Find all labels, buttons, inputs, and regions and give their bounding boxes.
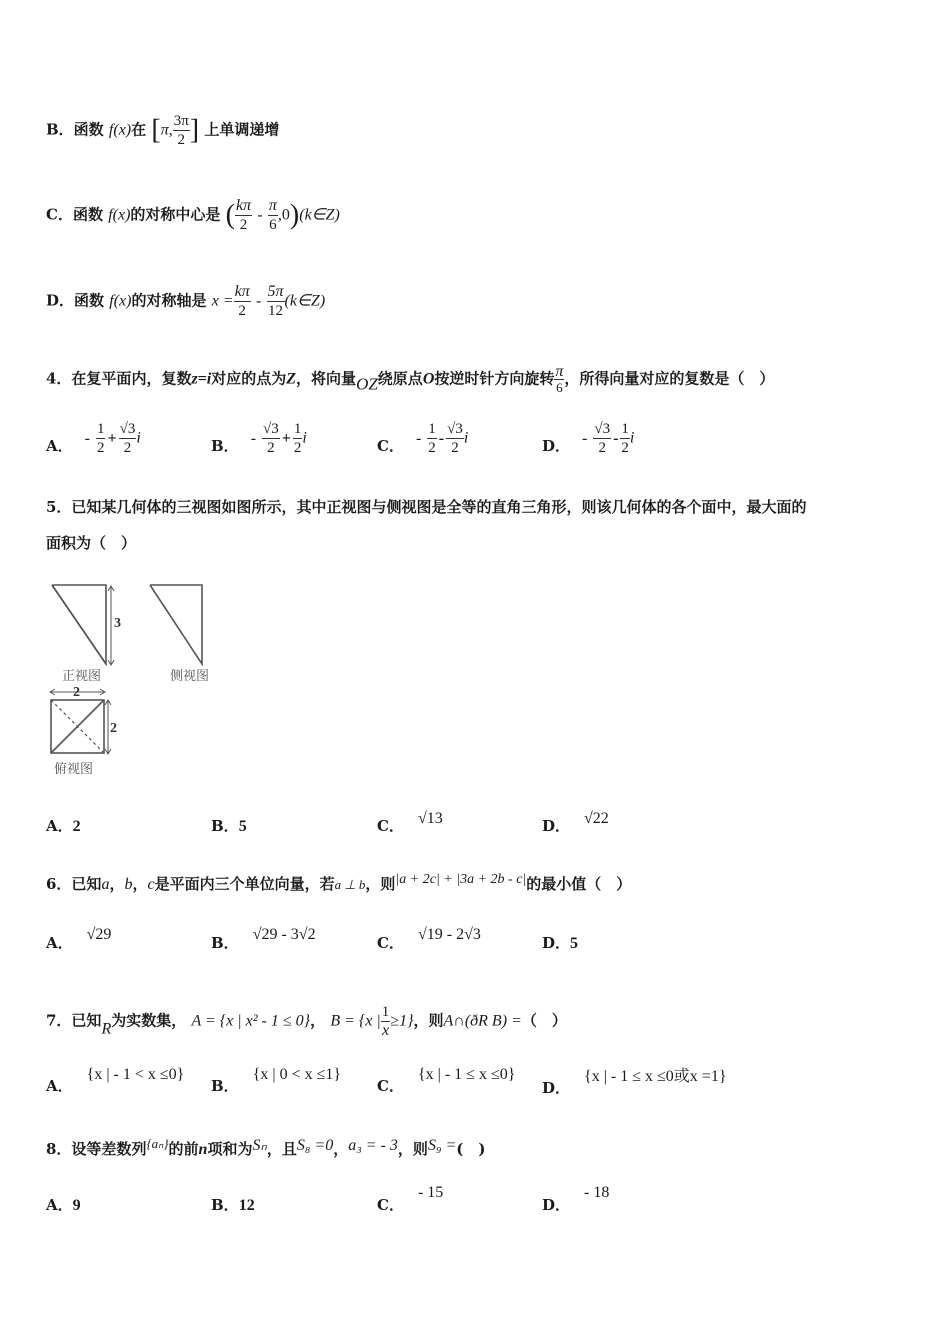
q3d-num1: kπ [234, 283, 250, 300]
q3b-interval-left: π, [160, 121, 173, 139]
q5-option-label: C． [377, 817, 404, 835]
q3d-fx: f(x) [109, 292, 132, 310]
q4-stem-c: ，将向量 [296, 369, 357, 388]
front-view [52, 585, 114, 665]
q4-zi: z=i [191, 370, 212, 388]
q4-sign: - [582, 429, 588, 447]
q7-option-label: B． [211, 1077, 239, 1095]
q6-a: a [101, 876, 110, 893]
q7-sep: ， [310, 1011, 326, 1030]
q6-b: b [124, 876, 133, 893]
q4-op: - [438, 429, 445, 447]
q4-frac2 [446, 420, 464, 457]
q4-option-label: D． [542, 436, 571, 455]
q4-num1: 1 [96, 421, 105, 437]
q8-option-c [377, 1184, 444, 1215]
q3b-mid: 在 [131, 120, 147, 139]
q6-expr: |a + 2c| + |3a + 2b - c| [395, 872, 527, 887]
q4-frac1 [427, 420, 437, 457]
q4-op: - [613, 429, 619, 447]
q6-stem-b: 是平面内三个单位向量，若 [154, 875, 335, 893]
q6-option-label: C． [377, 934, 404, 952]
q6-stem-d: 的最小值（ ） [526, 875, 632, 893]
side-triangle [150, 585, 202, 664]
q5-option-d [542, 810, 609, 836]
q3c-cond: (k∈Z) [299, 206, 340, 224]
q6-option-value: √29 - 3√2 [252, 926, 316, 943]
q4-Z: Z [286, 370, 297, 388]
q8-stem-b: 的前 [168, 1140, 199, 1158]
q3-option-d [46, 283, 325, 320]
q4-sign: - [84, 429, 90, 447]
q8-sep: ， [333, 1140, 349, 1158]
paren-left: ( [225, 199, 235, 231]
q3c-fx: f(x) [108, 206, 131, 224]
q4-num2: 1 [621, 421, 629, 437]
q7-stem-b: 为实数集， [111, 1011, 187, 1030]
q4-option-b [211, 420, 307, 457]
q5-option-label: B． [211, 817, 239, 835]
q7-option-d [542, 1068, 727, 1098]
q7-option-label: A． [46, 1077, 73, 1095]
q3c-prefix: C．函数 [46, 205, 103, 224]
q3b-num: 3π [173, 113, 189, 129]
q3d-mid: 的对称轴是 [131, 291, 207, 310]
q3b-suffix: 上单调递增 [204, 120, 280, 139]
q7-option-label: D． [542, 1079, 571, 1097]
q3c-frac1 [235, 197, 252, 234]
q4-i: i [136, 429, 141, 447]
q8-an: {aₙ} [146, 1136, 169, 1151]
q7-stem-d: （ ） [521, 1011, 567, 1030]
q4-stem-b: 对应的点为 [211, 369, 287, 388]
q4-option-label: A． [46, 436, 73, 455]
q6-option-c [377, 926, 481, 953]
q4-frac2 [293, 420, 303, 457]
q3d-den1: 2 [238, 303, 246, 319]
q4-angle-den: 6 [556, 380, 563, 395]
q6-option-d [542, 932, 578, 953]
q3-option-b [46, 112, 279, 149]
q4-option-label: B． [211, 436, 239, 455]
front-view-label: 正视图 [62, 669, 102, 684]
q6-option-a [46, 926, 112, 953]
q8-option-label: C． [377, 1196, 404, 1214]
q8-a3: a₃ = - 3 [348, 1137, 398, 1154]
q6-option-value: √29 [86, 926, 112, 943]
q8-option-d [542, 1184, 610, 1215]
q7-setB-pre: B = {x | [330, 1012, 381, 1030]
q8-stem-d: ，且 [266, 1140, 297, 1158]
q3b-fx: f(x) [108, 121, 132, 139]
q4-num2: 1 [293, 421, 302, 437]
q6-option-label: B． [211, 934, 239, 952]
q3c-den2: 6 [269, 217, 277, 233]
q3c-num2: π [268, 197, 277, 214]
q8-S8: S₈ =0 [296, 1137, 334, 1154]
q6-option-label: A． [46, 934, 73, 952]
top-width-label: 2 [73, 685, 80, 700]
q5-option-b [211, 815, 247, 836]
q4-OZ: OZ [356, 374, 378, 394]
q5-stem-line2: 面积为（ ） [46, 534, 137, 552]
q4-num1: 1 [428, 421, 436, 437]
q8-stem-c: 项和为 [207, 1140, 253, 1158]
q4-sign: - [250, 429, 257, 447]
q4-den2: 2 [293, 440, 302, 456]
front-hypotenuse [52, 585, 106, 664]
q7-option-value: {x | - 1 ≤ x ≤0} [417, 1066, 516, 1083]
q8-stem-f: ( ) [456, 1140, 486, 1158]
q4-op: + [281, 429, 291, 447]
q8-option-value: - 15 [417, 1184, 444, 1201]
q8-option-a [46, 1194, 81, 1215]
paren-right: ) [289, 199, 300, 231]
q4-angle-num: π [555, 363, 564, 380]
q3d-den2: 12 [268, 303, 284, 319]
q7-option-a [46, 1066, 185, 1096]
q7-option-value: {x | 0 < x ≤1} [252, 1066, 342, 1083]
q8-S9: S₉ = [427, 1137, 457, 1154]
q7-setB-post: ≥1} [390, 1012, 414, 1030]
q3c-den1: 2 [239, 217, 248, 233]
q8-option-b [211, 1194, 255, 1215]
q5-option-c [377, 810, 443, 836]
q4-stem-e: 按逆时针方向旋转 [434, 369, 555, 388]
three-view-drawing [44, 580, 234, 780]
q4-stem-a: 4．在复平面内，复数 [46, 369, 192, 388]
q4-stem [46, 364, 774, 395]
q3b-frac [173, 112, 190, 149]
q7-R: R [101, 1020, 112, 1038]
q8-option-value: 12 [238, 1197, 255, 1214]
q4-stem-d: 绕原点 [377, 369, 423, 388]
q3d-xeq: x = [211, 292, 234, 310]
q4-option-c [377, 420, 468, 457]
q8-option-label: A． [46, 1196, 73, 1214]
q3b-prefix: B．函数 [46, 120, 104, 139]
q7-option-value: {x | - 1 < x ≤0} [86, 1066, 185, 1083]
q4-num2: √3 [447, 421, 463, 437]
q5-option-a [46, 815, 81, 836]
q4-i: i [463, 429, 469, 447]
q3-option-c [46, 197, 340, 234]
q8-option-value: - 18 [584, 1184, 610, 1201]
q5-option-value: 5 [238, 818, 247, 835]
q5-stem-line1: 5．已知某几何体的三视图如图所示，其中正视图与侧视图是全等的直角三角形，则该几何体的各个面中，最大面的 [46, 498, 807, 516]
q3d-minus: - [255, 292, 262, 310]
q4-option-a [46, 420, 141, 457]
q4-den2: 2 [123, 440, 132, 456]
q8-Sn: Sₙ [252, 1137, 267, 1154]
q4-frac1 [262, 420, 280, 457]
q4-num1: √3 [263, 421, 279, 437]
q7-setB-den: x [381, 1022, 390, 1039]
q4-op: + [107, 429, 117, 447]
q8-stem-a: 8．设等差数列 [46, 1140, 147, 1158]
q4-den2: 2 [451, 440, 459, 456]
q3d-num2: 5π [267, 283, 284, 300]
q8-stem [46, 1134, 486, 1160]
q4-frac1 [593, 420, 611, 457]
q7-setB-frac [381, 1003, 391, 1040]
q4-den1: 2 [428, 440, 436, 456]
q3d-frac2 [267, 283, 285, 320]
q8-option-label: D． [542, 1196, 571, 1214]
q3d-frac1 [234, 283, 251, 320]
q7-option-label: C． [377, 1077, 404, 1095]
q4-O: O [422, 370, 435, 388]
q4-frac2 [620, 420, 630, 457]
q3c-tail: ,0 [277, 206, 290, 224]
q8-stem-e: ，则 [397, 1140, 428, 1158]
q4-angle [554, 364, 564, 395]
q3d-prefix: D．函数 [46, 291, 105, 310]
q4-num1: √3 [594, 421, 611, 437]
q5-option-value: √22 [584, 810, 609, 827]
q8-n: n [198, 1141, 208, 1158]
q6-sep2: ， [132, 875, 148, 893]
side-view [150, 585, 202, 664]
q5-option-value: √13 [417, 810, 443, 827]
q6-perp: a ⊥ b [334, 877, 366, 892]
q3c-frac2 [268, 197, 278, 234]
q7-option-b [211, 1066, 342, 1096]
q4-i: i [302, 429, 307, 447]
q5-option-label: A． [46, 817, 73, 835]
q7-stem [46, 1003, 567, 1040]
q7-stem-c: ，则 [413, 1011, 444, 1030]
q4-option-label: C． [377, 436, 404, 455]
q4-sign: - [415, 429, 422, 447]
bracket-right: ] [189, 114, 200, 146]
q6-stem-a: 6．已知 [46, 875, 102, 893]
q4-option-d [542, 420, 634, 457]
q4-num2: √3 [119, 421, 136, 437]
q6-stem [46, 870, 631, 895]
top-depth-label: 2 [110, 721, 117, 736]
q4-den1: 2 [598, 440, 606, 456]
q5-option-value: 2 [72, 818, 81, 835]
q6-sep1: ， [109, 875, 125, 893]
q3b-den: 2 [177, 132, 185, 148]
q6-option-value: √19 - 2√3 [417, 926, 481, 943]
q8-option-value: 9 [72, 1197, 81, 1214]
q7-setA: A = {x | x² - 1 ≤ 0} [191, 1012, 311, 1030]
top-view [50, 689, 111, 754]
three-view-figure [44, 580, 234, 784]
q3c-num1: kπ [235, 197, 252, 214]
bracket-left: [ [151, 114, 161, 146]
side-view-label: 侧视图 [170, 669, 210, 684]
q7-option-value: {x | - 1 ≤ x ≤0或x =1} [584, 1068, 727, 1085]
q7-option-c [377, 1066, 516, 1096]
q3c-minus: - [257, 206, 263, 224]
q7-setB-num: 1 [381, 1004, 390, 1020]
q4-stem-f: ，所得向量对应的复数是（ ） [564, 369, 775, 388]
q4-den1: 2 [267, 440, 275, 456]
top-view-label: 俯视图 [54, 762, 94, 777]
q4-den2: 2 [621, 440, 629, 456]
front-height-label: 3 [114, 616, 121, 631]
q6-option-b [211, 926, 316, 953]
q6-option-label: D． [542, 934, 571, 952]
q4-frac2 [119, 420, 137, 457]
q7-expr: A∩(ðR B) = [443, 1012, 522, 1030]
q4-frac1 [96, 420, 106, 457]
q6-option-value: 5 [570, 935, 579, 952]
q8-option-label: B． [211, 1196, 239, 1214]
q7-stem-a: 7．已知 [46, 1011, 102, 1030]
q3c-mid: 的对称中心是 [130, 205, 221, 224]
q6-stem-c: ，则 [365, 875, 396, 893]
q4-den1: 2 [96, 440, 105, 456]
q4-i: i [629, 429, 635, 447]
q5-option-label: D． [542, 817, 571, 835]
q6-c: c [147, 876, 155, 893]
q3d-cond: (k∈Z) [284, 292, 326, 310]
